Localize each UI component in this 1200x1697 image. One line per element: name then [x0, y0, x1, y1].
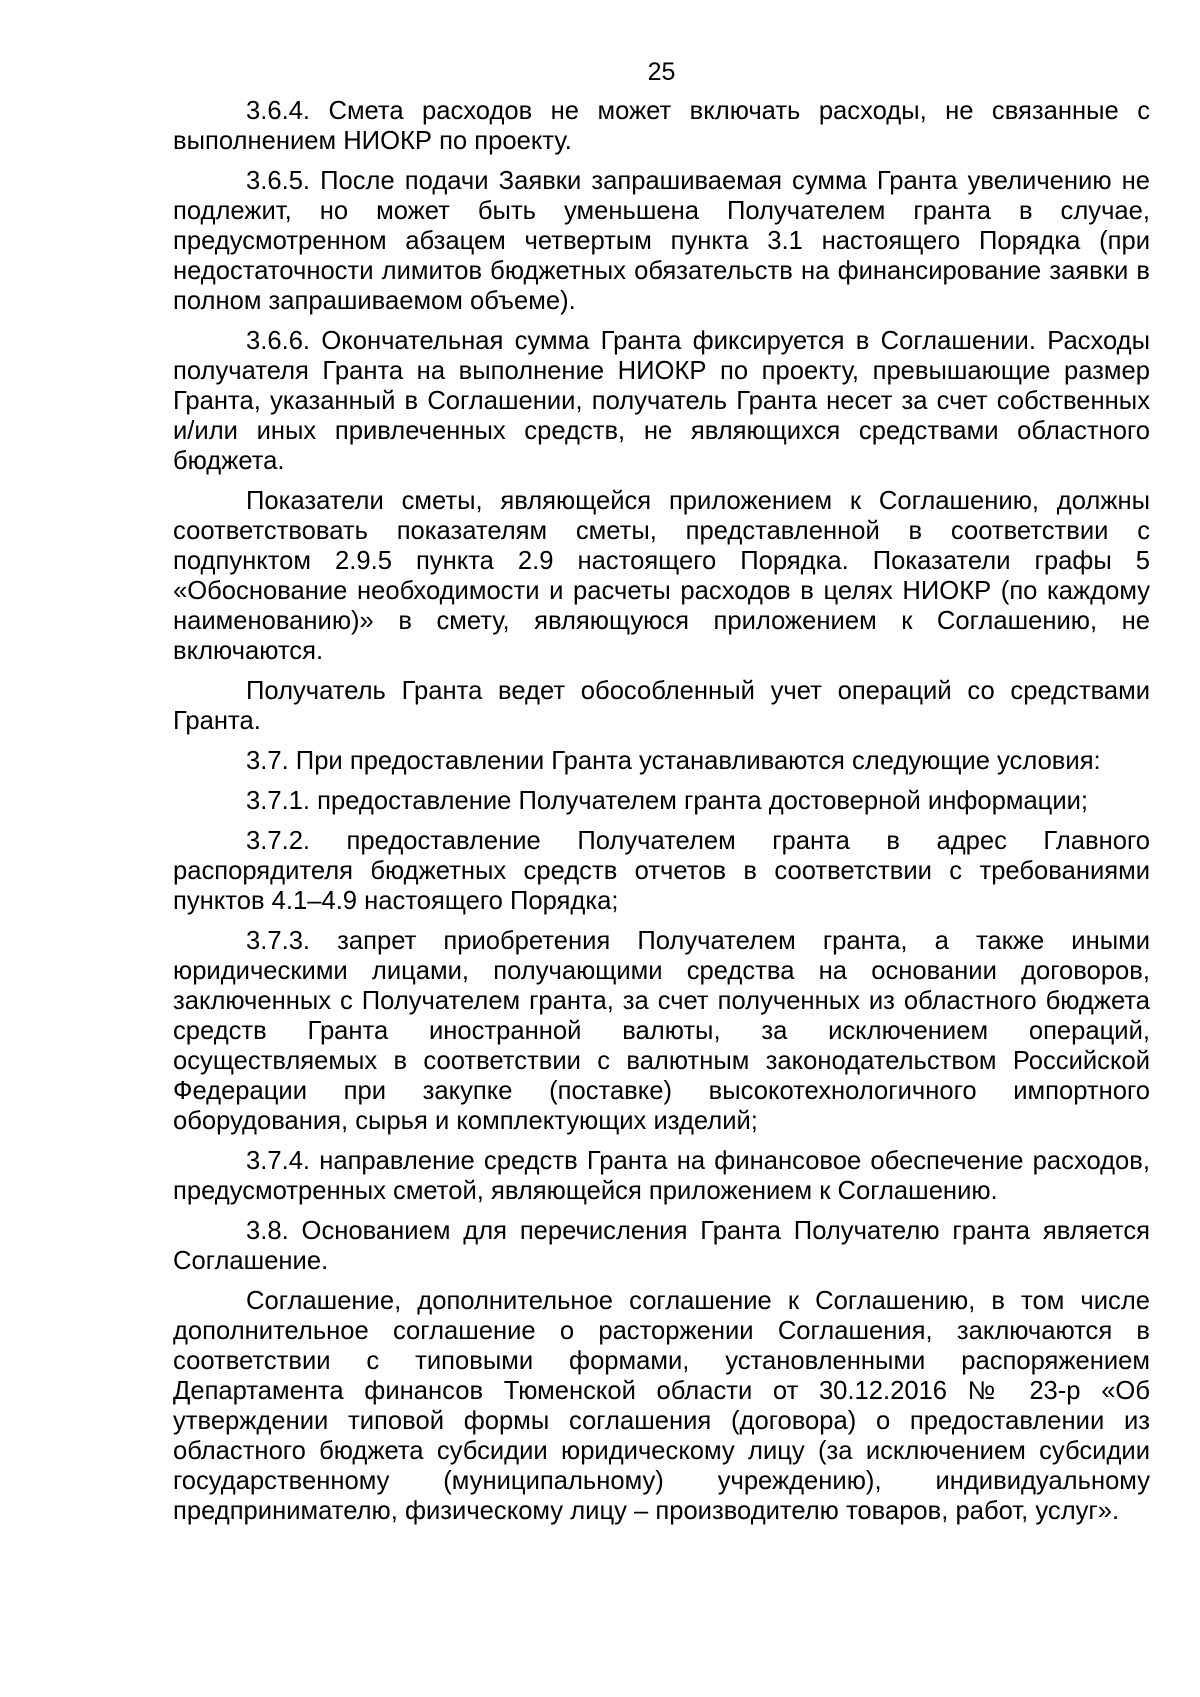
document-page [173, 52, 1150, 1536]
paragraph-3-6-5: 3.6.5. После подачи Заявки запрашиваемая сумма Гранта увеличению не подлежит, но может быть уменьшена Получателем гранта в случае, предусмотренном абзацем четвертым пункта 3.1 настоящего Порядка (при недостаточности лимитов бюджетных обязательств на финансирование заявки в полном запрашиваемом объеме). [173, 167, 1150, 315]
page-number: 25 [647, 58, 676, 86]
paragraph-3-7-4: 3.7.4. направление средств Гранта на финансовое обеспечение расходов, предусмотренных сметой, являющейся приложением к Соглашению. [173, 1147, 1150, 1205]
paragraph-3-8: 3.8. Основанием для перечисления Гранта Получателю гранта является Соглашение. [173, 1217, 1150, 1275]
paragraph-3-6-4: 3.6.4. Смета расходов не может включать расходы, не связанные с выполнением НИОКР по проекту. [173, 97, 1150, 155]
paragraph-estimate-indicators: Показатели сметы, являющейся приложением к Соглашению, должны соответствовать показателям сметы, представленной в соответствии с подпунктом 2.9.5 пункта 2.9 настоящего Порядка. Показатели графы 5 «Обоснование необходимости и расчеты расходов в целях НИОКР (по каждому наименованию)» в смету, являющуюся приложением к Соглашению, не включаются. [173, 487, 1150, 665]
paragraph-3-6-6: 3.6.6. Окончательная сумма Гранта фиксируется в Соглашении. Расходы получателя Гранта на выполнение НИОКР по проекту, превышающие размер Гранта, указанный в Соглашении, получатель Гранта несет за счет собственных и/или иных привлеченных средств, не являющихся средствами областного бюджета. [173, 327, 1150, 475]
paragraph-3-7-2: 3.7.2. предоставление Получателем гранта в адрес Главного распорядителя бюджетных средств отчетов в соответствии с требованиями пунктов 4.1–4.9 настоящего Порядка; [173, 827, 1150, 915]
paragraph-agreement-forms: Соглашение, дополнительное соглашение к Соглашению, в том числе дополнительное соглашение о расторжении Соглашения, заключаются в соответствии с типовыми формами, установленными распоряжением Департамента финансов Тюменской области от 30.12.2016 № 23-р «Об утверждении типовой формы соглашения (договора) о предоставлении из областного бюджета субсидии юридическому лицу (за исключением субсидии государственному (муниципальному) учреждению), индивидуальному предпринимателю, физическому лицу – производителю товаров, работ, услуг». [173, 1287, 1150, 1525]
paragraph-3-7-1: 3.7.1. предоставление Получателем гранта достоверной информации; [246, 787, 1089, 815]
paragraph-separate-accounting: Получатель Гранта ведет обособленный учет операций со средствами Гранта. [173, 677, 1150, 735]
paragraph-3-7: 3.7. При предоставлении Гранта устанавливаются следующие условия: [246, 747, 1101, 775]
paragraph-3-7-3: 3.7.3. запрет приобретения Получателем гранта, а также иными юридическими лицами, получающими средства на основании договоров, заключенных с Получателем гранта, за счет полученных из областного бюджета средств Гранта иностранной валюты, за исключением операций, осуществляемых в соответствии с валютным законодательством Российской Федерации при закупке (поставке) высокотехнологичного импортного оборудования, сырья и комплектующих изделий; [173, 927, 1150, 1135]
